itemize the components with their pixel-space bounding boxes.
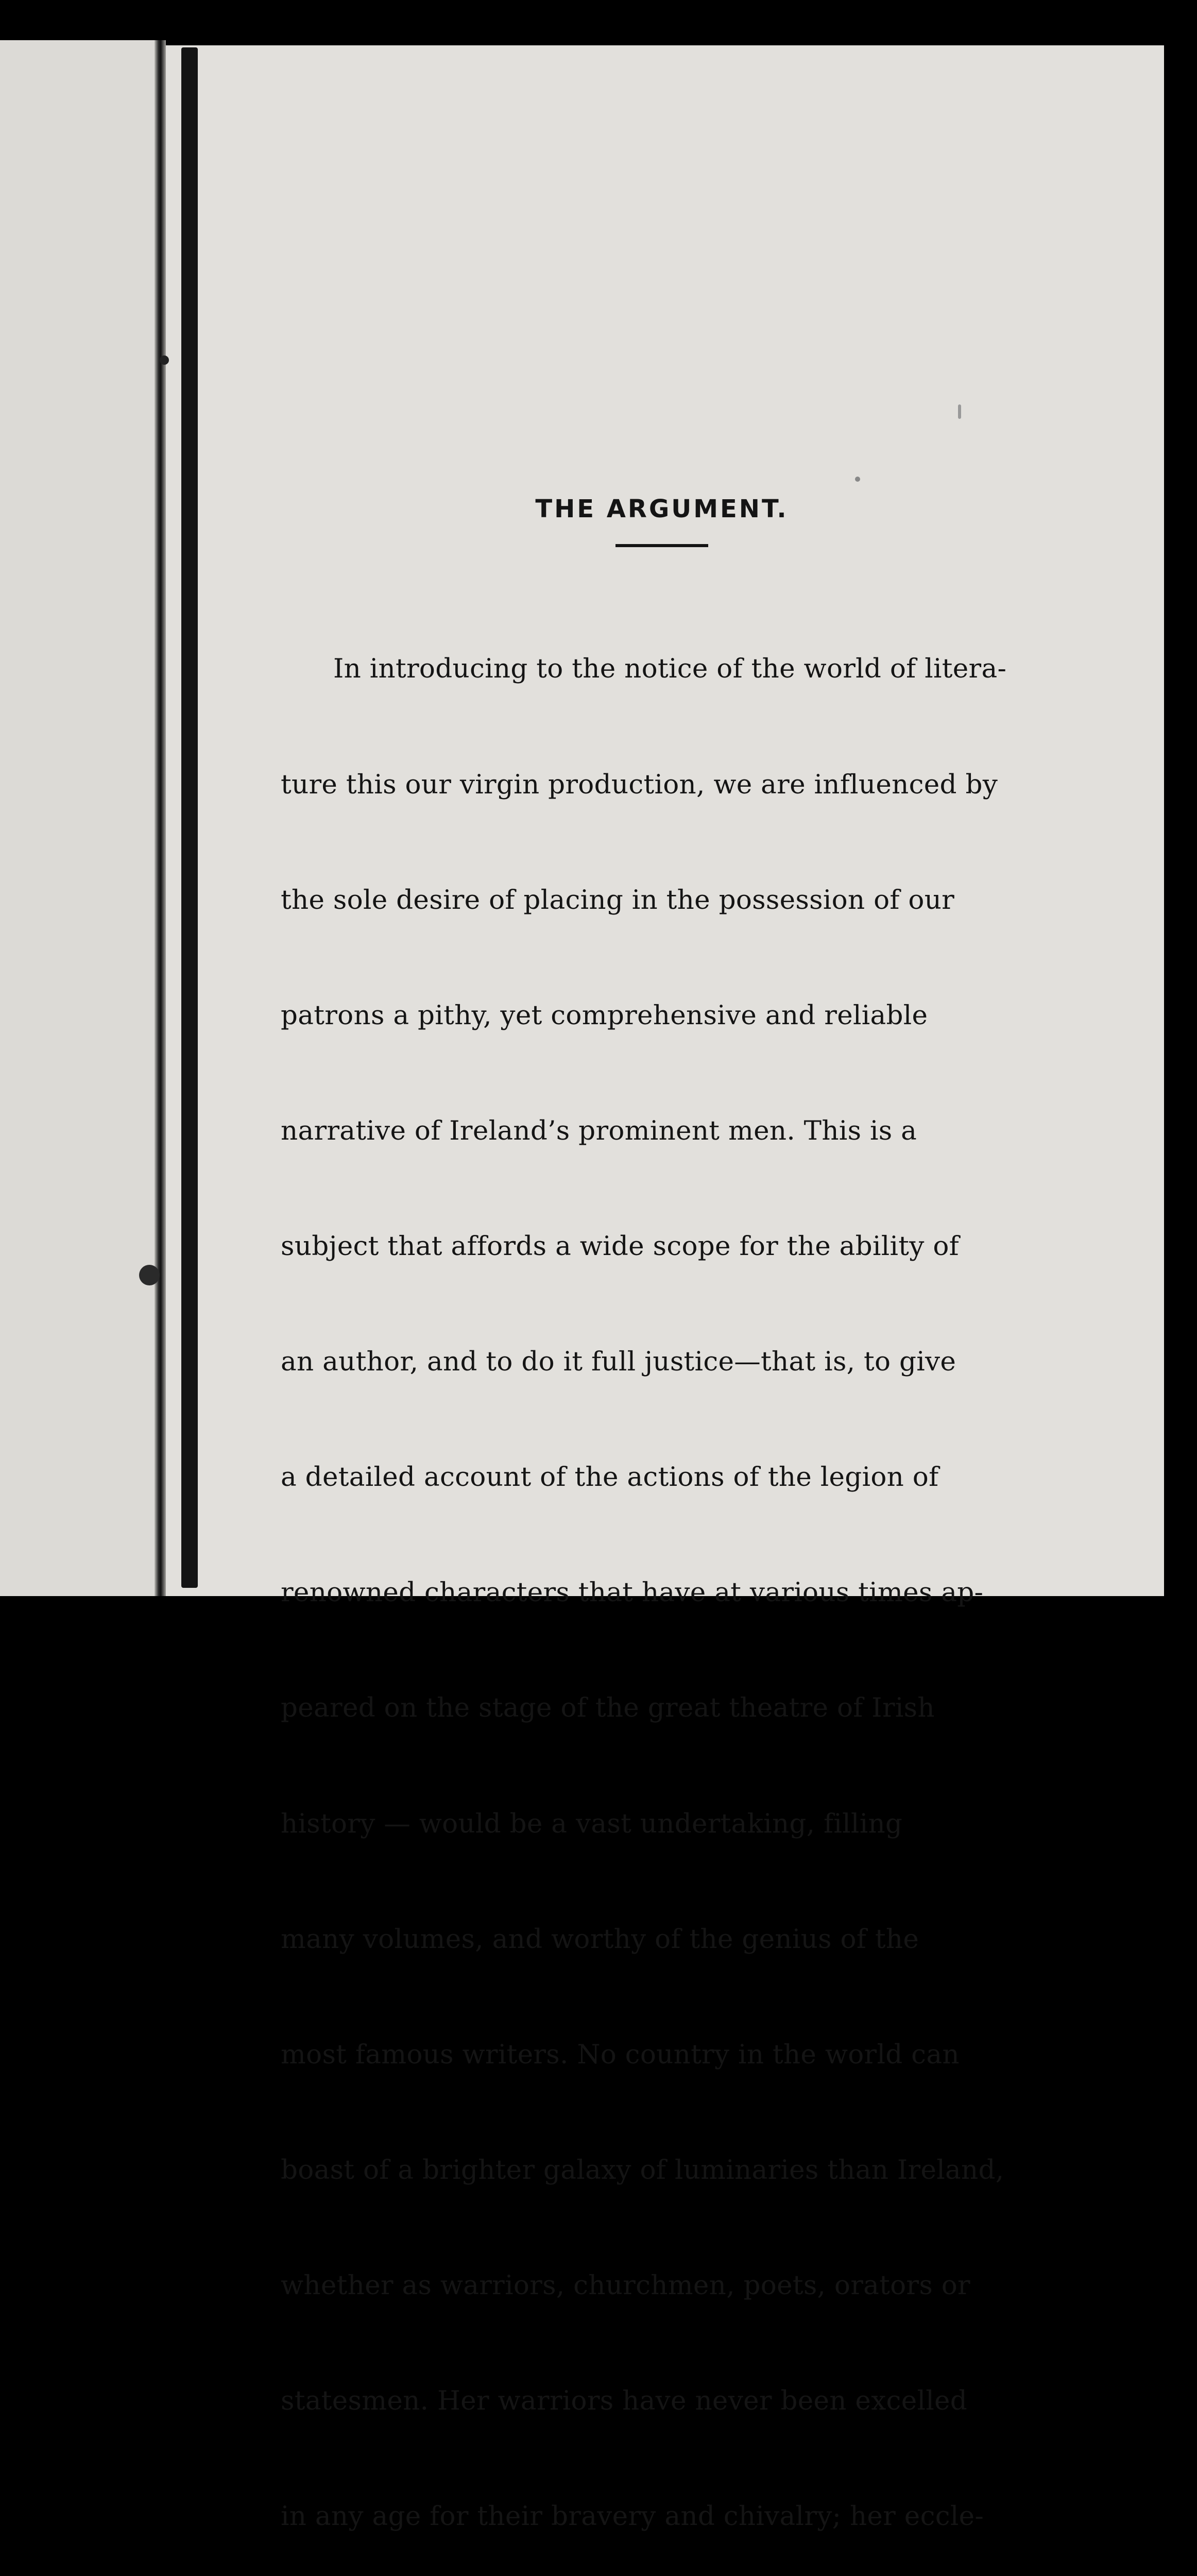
text-line: in any age for their bravery and chivalry; her eccle- <box>281 2501 984 2532</box>
text-line: most famous writers. No country in the world can <box>281 2039 960 2070</box>
text-line: peared on the stage of the great theatre of Irish <box>281 1692 935 1724</box>
paper-speck <box>160 355 169 365</box>
text-line: history — would be a vast undertaking, filling <box>281 1808 903 1839</box>
book-gutter <box>155 40 166 1596</box>
paper-speck <box>855 477 860 482</box>
heading-rule <box>615 544 708 547</box>
paper-speck <box>958 404 961 419</box>
text-line: statesmen. Her warriors have never been excelled <box>281 2385 968 2417</box>
binding-bar <box>181 47 198 1588</box>
text-line: many volumes, and worthy of the genius of the <box>281 1923 919 1955</box>
text-line: an author, and to do it full justice—that is, to give <box>281 1346 956 1378</box>
text-line: renowned characters that have at various times ap- <box>281 1577 984 1608</box>
body-paragraph <box>281 573 1022 2576</box>
paper-speck <box>139 1265 160 1285</box>
text-line: narrative of Ireland’s prominent men. This is a <box>281 1115 917 1146</box>
text-line: subject that affords a wide scope for the ability of <box>281 1230 959 1262</box>
left-page-edge <box>0 40 164 1596</box>
text-line: the sole desire of placing in the possession of our <box>281 884 955 916</box>
text-line: a detailed account of the actions of the legion of <box>281 1462 939 1493</box>
text-line: In introducing to the notice of the world of litera- <box>333 653 1007 685</box>
text-line: patrons a pithy, yet comprehensive and reliable <box>281 999 928 1031</box>
text-line: whether as warriors, churchmen, poets, orators or <box>281 2269 970 2301</box>
page-text <box>281 495 1022 2576</box>
page-heading: THE ARGUMENT. <box>535 495 789 523</box>
text-line: ture this our virgin production, we are influenced by <box>281 769 998 800</box>
text-line: boast of a brighter galaxy of luminaries than Ireland, <box>281 2154 1004 2185</box>
